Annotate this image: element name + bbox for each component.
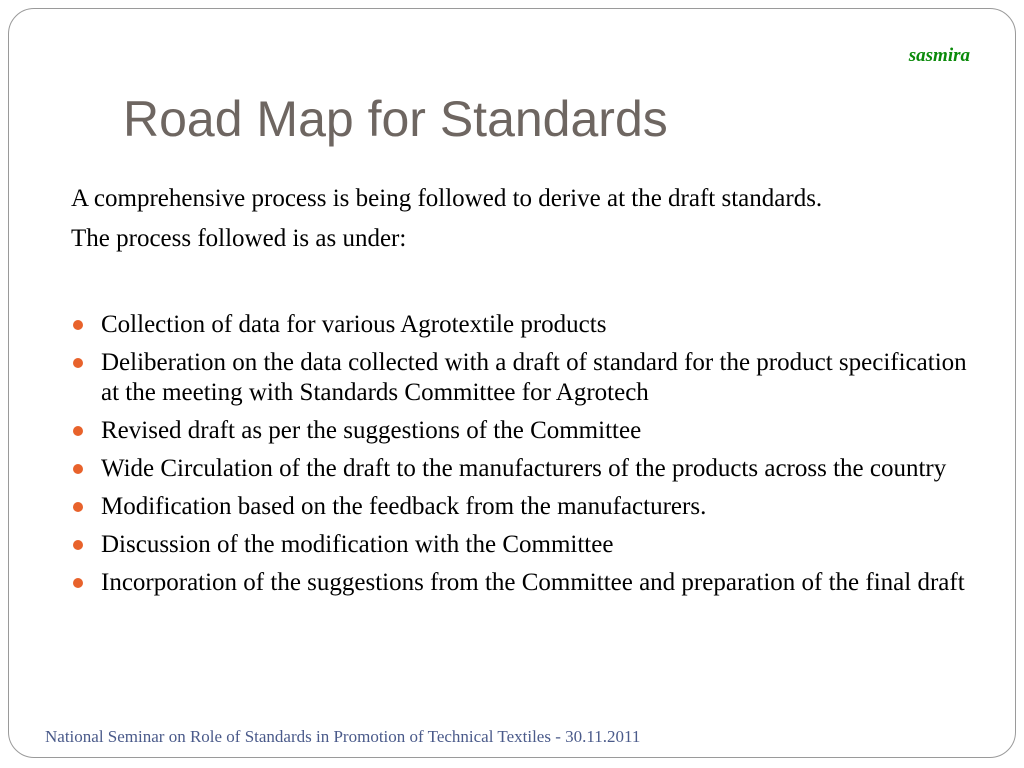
brand-logo-text: sasmira: [908, 45, 970, 66]
bullet-item: [71, 492, 981, 522]
bullet-text: Discussion of the modification with the Committee: [101, 531, 614, 558]
process-bullet-list: [71, 310, 981, 598]
slide-content: [71, 184, 981, 606]
bullet-dot-icon: [73, 464, 83, 474]
intro-paragraph: The process followed is as under:: [71, 225, 407, 252]
slide-title: Road Map for Standards: [123, 91, 668, 147]
slide-frame: [8, 8, 1016, 758]
bullet-text: Collection of data for various Agrotextile products: [101, 311, 607, 338]
bullet-item: [71, 310, 981, 340]
bullet-text: Incorporation of the suggestions from the Committee and preparation of the final draft: [101, 569, 965, 596]
bullet-dot-icon: [73, 320, 83, 330]
bullet-dot-icon: [73, 502, 83, 512]
slide-footer: National Seminar on Role of Standards in Promotion of Technical Textiles - 30.11.2011: [45, 727, 641, 746]
bullet-item: [71, 348, 981, 408]
bullet-item: [71, 416, 981, 446]
bullet-item: [71, 454, 981, 484]
spacer: [71, 264, 981, 310]
bullet-dot-icon: [73, 578, 83, 588]
bullet-dot-icon: [73, 426, 83, 436]
bullet-text: Revised draft as per the suggestions of the Committee: [101, 417, 642, 444]
intro-paragraph: A comprehensive process is being followed to derive at the draft standards.: [71, 185, 823, 212]
bullet-item: [71, 530, 981, 560]
bullet-item: [71, 568, 981, 598]
bullet-text: Modification based on the feedback from the manufacturers.: [101, 493, 707, 520]
bullet-dot-icon: [73, 358, 83, 368]
bullet-text: Deliberation on the data collected with a draft of standard for the product specification at the meeting with Standards Committee for Agrotech: [101, 349, 967, 406]
bullet-dot-icon: [73, 540, 83, 550]
bullet-text: Wide Circulation of the draft to the manufacturers of the products across the country: [101, 455, 947, 482]
